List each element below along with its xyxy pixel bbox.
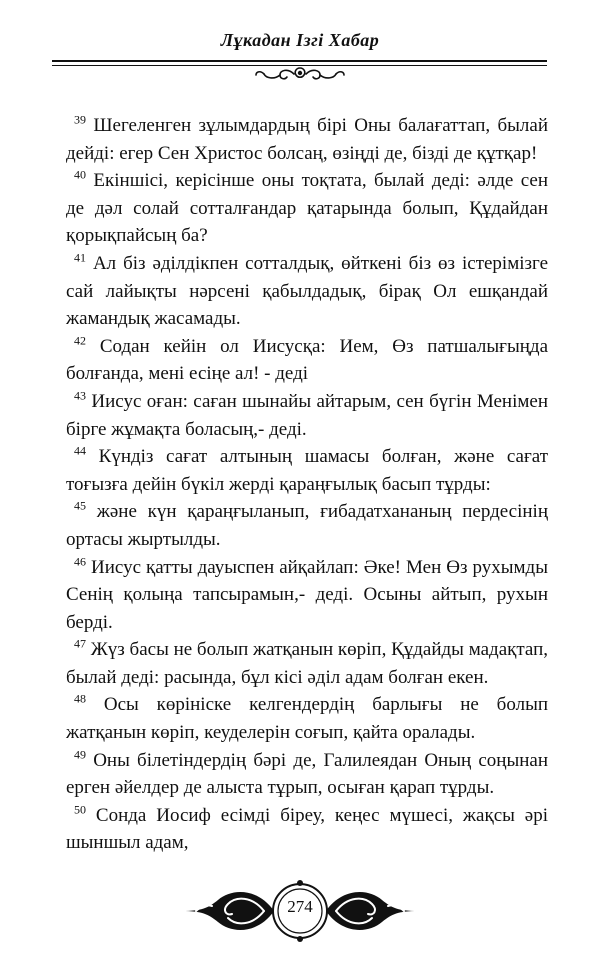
verse-number: 46 [74,554,86,569]
verse [66,747,548,802]
verse-list [66,112,548,857]
verse [66,691,548,746]
verse-number: 45 [74,498,86,513]
verse [66,112,548,167]
verse-text: Сонда Иосиф есімді біреу, кеңес мүшесі, жақсы әрі шыншыл адам, [66,804,549,854]
verse-text: Екіншісі, керісінше оны тоқтата, былай деді: әлде сен де дәл солай сотталғандар қатарында болып, Құдайдан қорықпайсың ба? [66,170,549,247]
verse-text: Ал біз әділдікпен сотталдық, өйткені біз өз істерімізге сай лайықты нәрсені қабылдадық, бірақ Ол ешқандай жамандық жасамады. [66,252,548,330]
verse-number: 44 [74,443,86,458]
verse-number: 39 [74,112,86,127]
page-number: 274 [287,897,313,916]
verse [66,388,548,443]
verse-text: Күндіз сағат алтының шамасы болған, және сағат тоғызға дейін бүкіл жерді қараңғылық басып тұрды: [66,446,549,495]
verse-number: 43 [74,388,86,403]
verse [66,167,548,250]
verse [66,636,548,691]
verse-text: Осы көрініске келгендердің барлығы не болып жатқанын көріп, кеуделерін соғып, қайта оралады. [66,694,548,744]
header-rule-thick [52,60,547,62]
verse-number: 40 [74,167,86,182]
verse-number: 48 [74,692,86,707]
header-ornament-icon [250,64,350,86]
verse-text: Иисус оған: саған шынайы айтарым, сен бүгін Менімен бірге жұмақта боласың,- деді. [66,390,549,440]
verse [66,333,548,388]
verse [66,498,548,553]
verse [66,250,548,333]
verse-number: 41 [74,250,86,265]
verse-text: Иисус қатты дауыспен айқайлап: Әке! Мен Өз рухымды Сенің қолыңа тапсырамын,- деді. Осыны айтып, рухын берді. [66,556,548,633]
verse-number: 47 [74,636,86,651]
verse [66,554,548,637]
verse-text: Жүз басы не болып жатқанын көріп, Құдайды мадақтап, былай деді: расында, бұл кісі әділ адам болған екен. [66,639,548,688]
verse-text: Шегеленген зұлымдардың бірі Оны балағаттап, былай дейді: егер Сен Христос болсаң, өзіңді де, бізді де құтқар! [66,115,549,164]
page-header-title: Лұкадан Ізгі Хабар [220,30,380,50]
verse [66,443,548,498]
verse-text: Оны білетіндердің бәрі де, Галилеядан Оның соңынан ерген әйелдер де алыста тұрып, осыған қарап тұрды. [66,749,548,799]
verse-number: 49 [74,747,86,762]
verse-number: 42 [74,333,86,348]
verse-text: Содан кейін ол Иисусқа: Ием, Өз патшалығыңда болғанда, мені есіңе ал! - деді [66,335,549,385]
verse-text: және күн қараңғыланып, ғибадатхананың пердесінің ортасы жыртылды. [66,501,548,550]
verse-number: 50 [74,802,86,817]
verse [66,802,548,857]
